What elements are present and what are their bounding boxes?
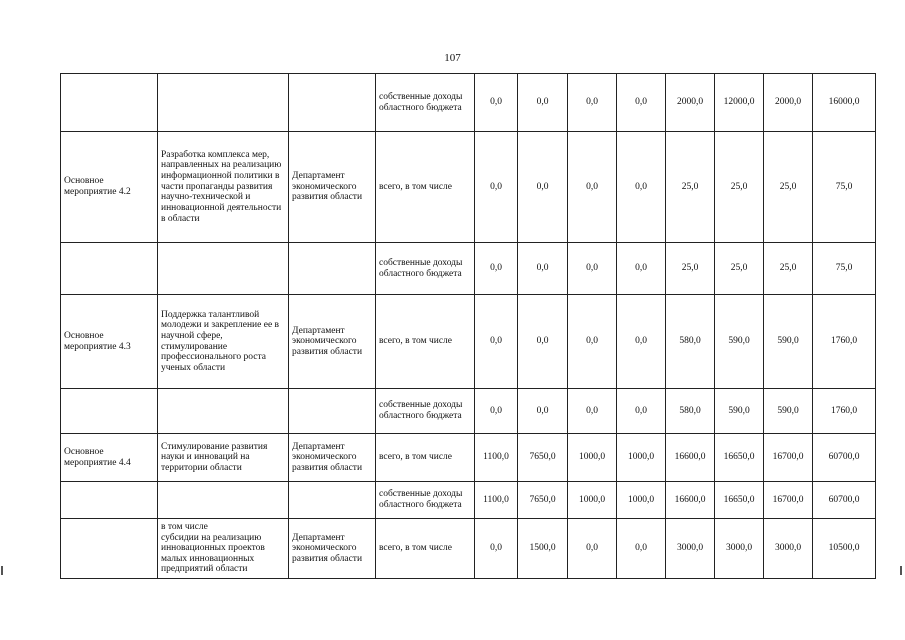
total-value-cell: 60700,0 <box>813 482 876 519</box>
value-cell: 0,0 <box>518 389 568 434</box>
funding-source-cell: всего, в том числе <box>376 132 475 243</box>
description-cell: Стимулирование развития науки и инноваций на территории области <box>158 434 289 482</box>
table-row <box>61 519 876 579</box>
value-cell: 590,0 <box>715 389 764 434</box>
value-cell: 0,0 <box>617 519 666 579</box>
value-cell: 3000,0 <box>666 519 715 579</box>
table-row <box>61 389 876 434</box>
value-cell: 0,0 <box>568 519 617 579</box>
value-cell: 25,0 <box>666 243 715 295</box>
value-cell: 25,0 <box>715 243 764 295</box>
executor-cell: Департамент экономического развития области <box>289 519 376 579</box>
funding-source-cell: всего, в том числе <box>376 519 475 579</box>
total-value-cell: 1760,0 <box>813 389 876 434</box>
value-cell: 2000,0 <box>764 74 813 132</box>
description-cell <box>158 74 289 132</box>
value-cell: 7650,0 <box>518 434 568 482</box>
value-cell: 0,0 <box>568 389 617 434</box>
event-cell: Основное мероприятие 4.2 <box>61 132 158 243</box>
right-edge-mark <box>900 566 902 575</box>
value-cell: 3000,0 <box>764 519 813 579</box>
total-value-cell: 16000,0 <box>813 74 876 132</box>
funding-source-cell: всего, в том числе <box>376 434 475 482</box>
event-cell <box>61 243 158 295</box>
total-value-cell: 75,0 <box>813 243 876 295</box>
total-value-cell: 1760,0 <box>813 295 876 389</box>
value-cell: 1000,0 <box>617 482 666 519</box>
total-value-cell: 75,0 <box>813 132 876 243</box>
executor-cell: Департамент экономического развития области <box>289 132 376 243</box>
value-cell: 0,0 <box>475 389 518 434</box>
value-cell: 16600,0 <box>666 482 715 519</box>
funding-source-cell: всего, в том числе <box>376 295 475 389</box>
event-cell: Основное мероприятие 4.4 <box>61 434 158 482</box>
total-value-cell: 10500,0 <box>813 519 876 579</box>
value-cell: 1100,0 <box>475 434 518 482</box>
value-cell: 1000,0 <box>568 482 617 519</box>
value-cell: 3000,0 <box>715 519 764 579</box>
value-cell: 1000,0 <box>617 434 666 482</box>
executor-cell: Департамент экономического развития области <box>289 434 376 482</box>
executor-cell <box>289 74 376 132</box>
description-cell <box>158 389 289 434</box>
value-cell: 0,0 <box>518 132 568 243</box>
value-cell: 25,0 <box>764 243 813 295</box>
page-number: 107 <box>444 52 461 64</box>
value-cell: 0,0 <box>617 389 666 434</box>
left-edge-mark <box>1 566 3 575</box>
value-cell: 0,0 <box>617 243 666 295</box>
value-cell: 0,0 <box>475 519 518 579</box>
value-cell: 1100,0 <box>475 482 518 519</box>
funding-source-cell: собственные доходы областного бюджета <box>376 243 475 295</box>
value-cell: 12000,0 <box>715 74 764 132</box>
value-cell: 16650,0 <box>715 482 764 519</box>
value-cell: 25,0 <box>764 132 813 243</box>
value-cell: 0,0 <box>518 243 568 295</box>
event-cell <box>61 389 158 434</box>
value-cell: 580,0 <box>666 389 715 434</box>
value-cell: 16700,0 <box>764 434 813 482</box>
value-cell: 590,0 <box>764 295 813 389</box>
table-row <box>61 74 876 132</box>
value-cell: 7650,0 <box>518 482 568 519</box>
value-cell: 0,0 <box>617 132 666 243</box>
value-cell: 0,0 <box>475 295 518 389</box>
description-cell <box>158 482 289 519</box>
table-row <box>61 295 876 389</box>
value-cell: 1000,0 <box>568 434 617 482</box>
description-cell <box>158 243 289 295</box>
value-cell: 25,0 <box>715 132 764 243</box>
funding-source-cell: собственные доходы областного бюджета <box>376 74 475 132</box>
budget-table <box>60 73 876 579</box>
value-cell: 0,0 <box>518 295 568 389</box>
value-cell: 0,0 <box>568 295 617 389</box>
executor-cell <box>289 389 376 434</box>
value-cell: 0,0 <box>518 74 568 132</box>
executor-cell <box>289 243 376 295</box>
value-cell: 16700,0 <box>764 482 813 519</box>
value-cell: 1500,0 <box>518 519 568 579</box>
value-cell: 0,0 <box>475 243 518 295</box>
value-cell: 0,0 <box>568 132 617 243</box>
value-cell: 16650,0 <box>715 434 764 482</box>
value-cell: 580,0 <box>666 295 715 389</box>
event-cell <box>61 519 158 579</box>
executor-cell: Департамент экономического развития области <box>289 295 376 389</box>
description-cell: Поддержка талантливой молодежи и закрепление ее в научной сфере, стимулирование профессионального роста ученых области <box>158 295 289 389</box>
table-row <box>61 434 876 482</box>
value-cell: 0,0 <box>617 74 666 132</box>
value-cell: 590,0 <box>764 389 813 434</box>
table-row <box>61 132 876 243</box>
value-cell: 590,0 <box>715 295 764 389</box>
value-cell: 25,0 <box>666 132 715 243</box>
event-cell: Основное мероприятие 4.3 <box>61 295 158 389</box>
event-cell <box>61 482 158 519</box>
table-row <box>61 243 876 295</box>
description-cell: Разработка комплекса мер, направленных на реализацию информационной политики в части пропаганды развития научно-технической и инновационной деятельности в области <box>158 132 289 243</box>
value-cell: 0,0 <box>568 74 617 132</box>
value-cell: 0,0 <box>475 132 518 243</box>
value-cell: 16600,0 <box>666 434 715 482</box>
value-cell: 2000,0 <box>666 74 715 132</box>
value-cell: 0,0 <box>568 243 617 295</box>
value-cell: 0,0 <box>617 295 666 389</box>
description-cell: в том числе субсидии на реализацию инновационных проектов малых инновационных предприятий области <box>158 519 289 579</box>
funding-source-cell: собственные доходы областного бюджета <box>376 389 475 434</box>
table-row <box>61 482 876 519</box>
total-value-cell: 60700,0 <box>813 434 876 482</box>
event-cell <box>61 74 158 132</box>
executor-cell <box>289 482 376 519</box>
funding-source-cell: собственные доходы областного бюджета <box>376 482 475 519</box>
value-cell: 0,0 <box>475 74 518 132</box>
